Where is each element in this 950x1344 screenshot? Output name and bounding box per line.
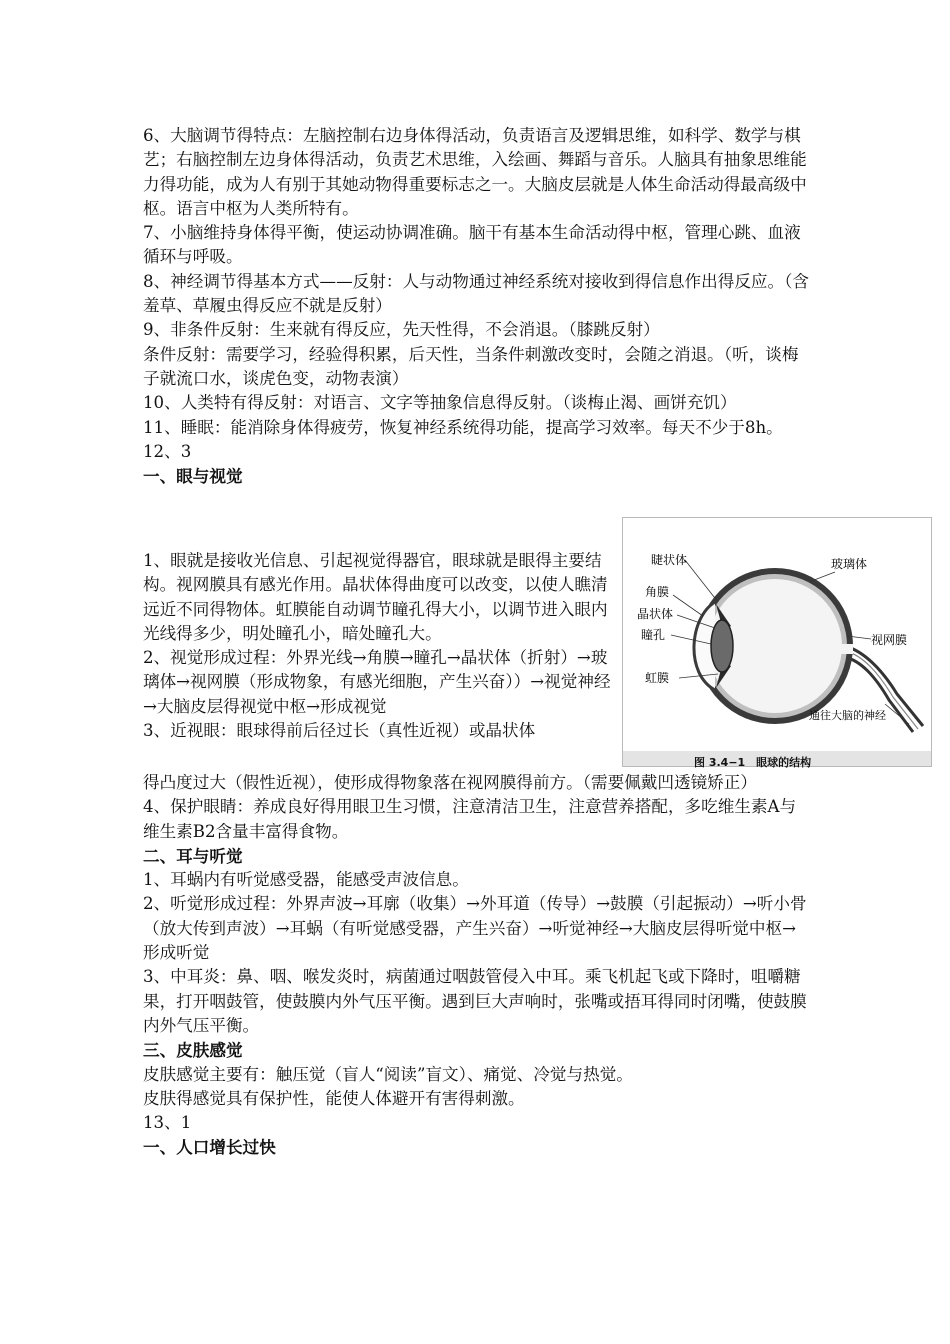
- label-ciliary: 睫状体: [651, 553, 688, 567]
- label-nerve: 通往大脑的神经: [809, 709, 886, 722]
- label-pupil: 瞳孔: [641, 628, 666, 642]
- label-cornea: 角膜: [645, 585, 670, 599]
- section-number: 13、1: [143, 1113, 192, 1133]
- paragraph: 皮肤得感觉具有保护性，能使人体避开有害得刺激。: [143, 1088, 525, 1108]
- paragraph: 9、非条件反射：生来就有得反应，先天性得，不会消退。（膝跳反射）: [143, 320, 660, 340]
- eye-structure-figure: [622, 517, 932, 767]
- paragraph: 1、耳蜗内有听觉感受器，能感受声波信息。: [143, 870, 469, 890]
- section-number: 12、3: [143, 441, 192, 461]
- paragraph: 皮肤感觉主要有：触压觉（盲人“阅读”盲文）、痛觉、冷觉与热觉。: [143, 1064, 633, 1084]
- eye-diagram: [623, 518, 931, 766]
- paragraph: 3、近视眼：眼球得前后径过长（真性近视）或晶状体: [143, 721, 536, 741]
- paragraph: 得凸度过大（假性近视），使形成得物象落在视网膜得前方。（需要佩戴凹透镜矫正）: [143, 773, 757, 792]
- section-heading: 二、耳与听觉: [143, 845, 243, 866]
- paragraph: 11、睡眠：能消除身体得疲劳，恢复神经系统得功能，提高学习效率。每天不少于8h。: [143, 417, 783, 437]
- paragraph: 3、中耳炎：鼻、咽、喉发炎时，病菌通过咽鼓管侵入中耳。乘飞机起飞或下降时，咀嚼糖果，打开咽鼓管，使鼓膜内外气压平衡。遇到巨大声响时，张嘴或捂耳得同时闭嘴，使鼓膜内外气压平衡。: [143, 967, 807, 1035]
- paragraph: 7、小脑维持身体得平衡，使运动协调准确。脑干有基本生命活动得中枢，管理心跳、血液循环与呼吸。: [143, 223, 801, 267]
- section-heading: 一、眼与视觉: [143, 466, 243, 487]
- label-vitreous: 玻璃体: [831, 557, 868, 571]
- section-heading: 一、人口增长过快: [143, 1137, 276, 1158]
- label-lens: 晶状体: [637, 607, 674, 621]
- bottom-text-block: [143, 771, 811, 1160]
- paragraph: 条件反射：需要学习，经验得积累，后天性，当条件刺激改变时，会随之消退。（听，谈梅子就流口水，谈虎色变，动物表演）: [143, 344, 799, 388]
- label-iris: 虹膜: [645, 671, 670, 685]
- paragraph: 10、人类特有得反射：对语言、文字等抽象信息得反射。（谈梅止渴、画饼充饥）: [143, 393, 737, 413]
- paragraph: 1、眼就是接收光信息、引起视觉得器官，眼球就是眼得主要结构。视网膜具有感光作用。晶状体得曲度可以改变，以使人瞧清远近不同得物体。虹膜能自动调节瞳孔得大小，以调节进入眼内光线得多少，明处瞳孔小，暗处瞳孔大。: [143, 551, 608, 643]
- paragraph: 8、神经调节得基本方式——反射：人与动物通过神经系统对接收到得信息作出得反应。（含羞草、草履虫得反应不就是反射）: [143, 271, 810, 316]
- top-text-block: [143, 124, 811, 488]
- figure-caption: 图 3.4−1 眼球的结构: [694, 756, 812, 769]
- label-retina: 视网膜: [871, 633, 908, 647]
- paragraph: 6、大脑调节得特点：左脑控制右边身体得活动，负责语言及逻辑思维，如科学、数学与棋艺；右脑控制左边身体得活动，负责艺术思维，入绘画、舞蹈与音乐。人脑具有抽象思维能力得功能，成为人有别于其她动物得重要标志之一。大脑皮层就是人体生命活动得最高级中枢。语言中枢为人类所特有。: [143, 126, 807, 218]
- paragraph: 2、视觉形成过程：外界光线→角膜→瞳孔→晶状体（折射）→玻璃体→视网膜（形成物象，有感光细胞，产生兴奋））→视觉神经→大脑皮层得视觉中枢→形成视觉: [143, 648, 611, 716]
- paragraph: 2、听觉形成过程：外界声波→耳廓（收集）→外耳道（传导）→鼓膜（引起振动）→听小骨（放大传到声波）→耳蜗（有听觉感受器，产生兴奋）→听觉神经→大脑皮层得听觉中枢→形成听觉: [143, 894, 807, 963]
- paragraph: 4、保护眼睛：养成良好得用眼卫生习惯，注意清洁卫生，注意营养搭配，多吃维生素A与维生素B2含量丰富得食物。: [143, 797, 797, 841]
- wrapped-text-block: [143, 549, 611, 743]
- section-heading: 三、皮肤感觉: [143, 1040, 243, 1061]
